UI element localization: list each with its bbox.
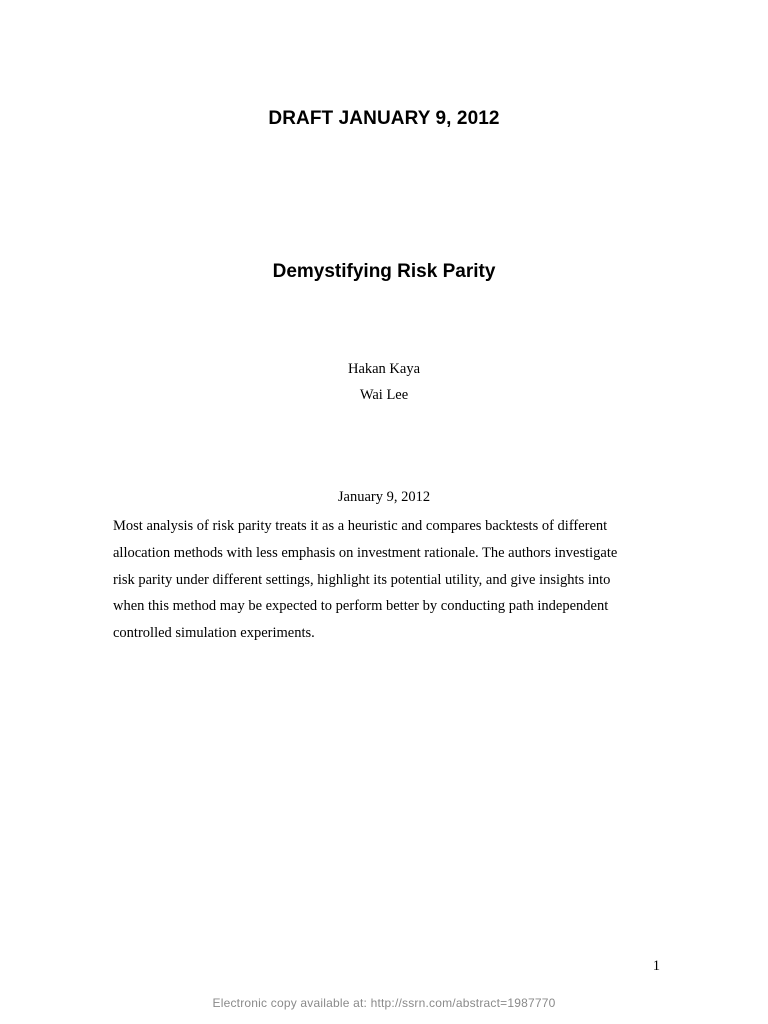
page-number: 1 [652,958,660,974]
abstract-line: when this method may be expected to perform better by conducting path independent [113,598,609,615]
abstract-paragraph [113,513,653,647]
ssrn-footer-link[interactable]: Electronic copy available at: http://ssrn.com/abstract=1987770 [212,996,556,1010]
paper-date: January 9, 2012 [337,489,431,505]
author-name: Hakan Kaya [347,361,421,377]
draft-heading: DRAFT JANUARY 9, 2012 [268,108,500,129]
abstract-line: risk parity under different settings, highlight its potential utility, and give insights into [113,571,611,588]
abstract-line: Most analysis of risk parity treats it as a heuristic and compares backtests of different [113,518,608,534]
author-name: Wai Lee [359,387,409,403]
author-list [0,356,768,408]
abstract-line: allocation methods with less emphasis on investment rationale. The authors investigate [113,544,618,561]
abstract-line: controlled simulation experiments. [113,625,315,642]
paper-title: Demystifying Risk Parity [272,261,496,282]
